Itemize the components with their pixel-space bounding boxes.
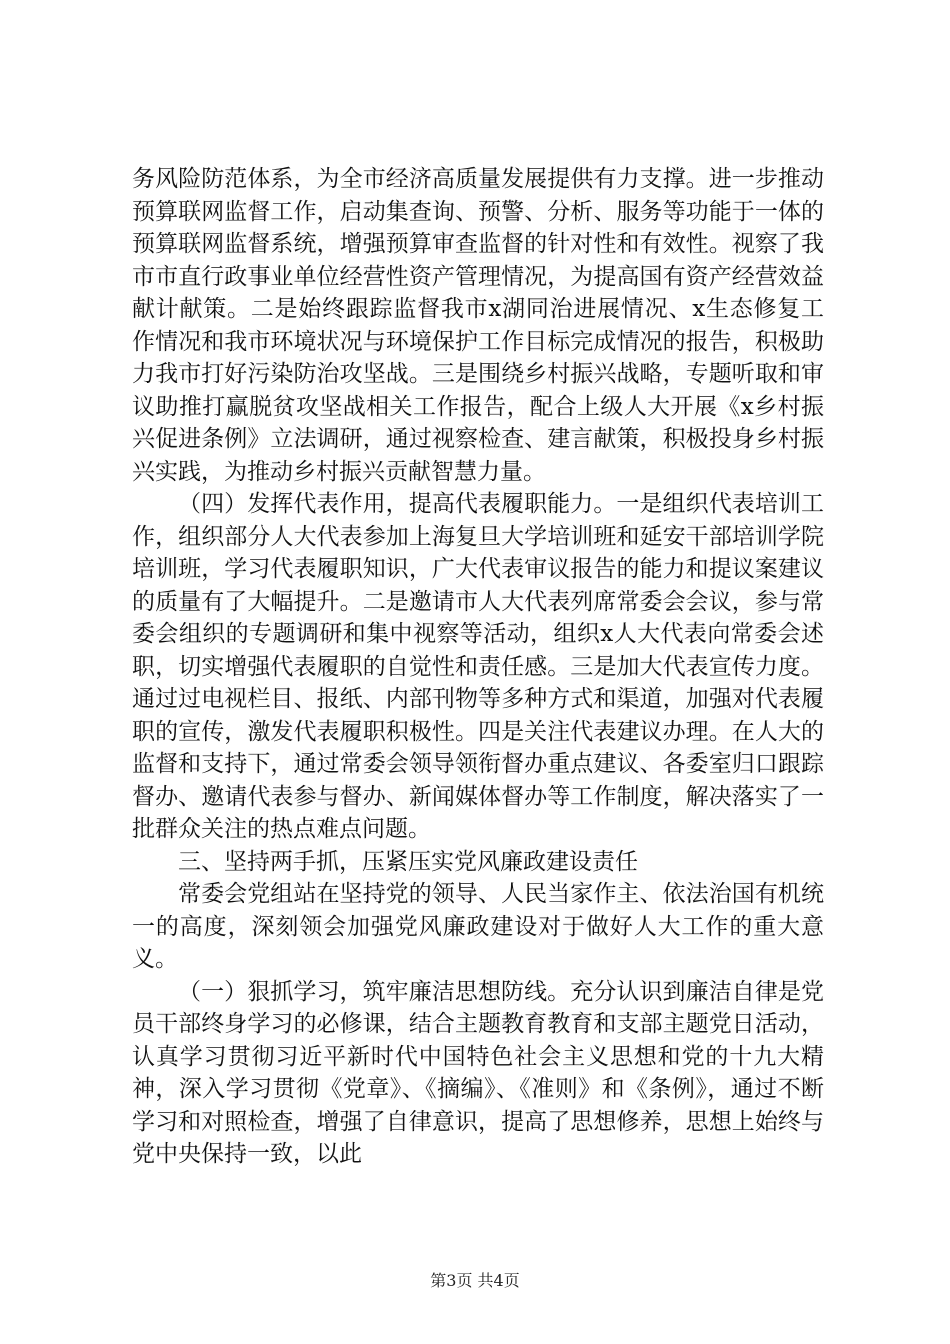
page-total: 共4页 bbox=[477, 1271, 520, 1290]
paragraph-2: （四）发挥代表作用，提高代表履职能力。一是组织代表培训工作，组织部分人大代表参加上海复旦大学培训班和延安干部培训学院培训班，学习代表履职知识，广大代表审议报告的能力和提议案建议的质量有了大幅提升。二是邀请市人大代表列席常委会会议，参与常委会组织的专题调研和集中视察等活动，组织x人大代表向常委会述职，切实增强代表履职的自觉性和责任感。三是加大代表宣传力度。通过过电视栏目、报纸、内部刊物等多种方式和渠道，加强对代表履职的宣传，激发代表履职积极性。四是关注代表建议办理。在人大的监督和支持下，通过常委会领导领衔督办重点建议、各委室归口跟踪督办、邀请代表参与督办、新闻媒体督办等工作制度，解决落实了一批群众关注的热点难点问题。 bbox=[132, 491, 824, 842]
section-heading: 三、坚持两手抓，压紧压实党风廉政建设责任 bbox=[178, 848, 638, 875]
paragraph-3: 常委会党组站在坚持党的领导、人民当家作主、依法治国有机统一的高度，深刻领会加强党风廉政建设对于做好人大工作的重大意义。 bbox=[132, 881, 824, 972]
page-number: 第3页 bbox=[430, 1271, 473, 1290]
paragraph-4: （一）狠抓学习，筑牢廉洁思想防线。充分认识到廉洁自律是党员干部终身学习的必修课，结合主题教育教育和支部主题党日活动，认真学习贯彻习近平新时代中国特色社会主义思想和党的十九大精神，深入学习贯彻《党章》、《摘编》、《准则》和《条例》，通过不断学习和对照检查，增强了自律意识，提高了思想修养，思想上始终与党中央保持一致，以此 bbox=[132, 978, 824, 1167]
page-footer bbox=[0, 1271, 950, 1291]
paragraph-1: 务风险防范体系，为全市经济高质量发展提供有力支撑。进一步推动预算联网监督工作，启动集查询、预警、分析、服务等功能于一体的预算联网监督系统，增强预算审查监督的针对性和有效性。视察了我市市直行政事业单位经营性资产管理情况，为提高国有资产经营效益献计献策。二是始终跟踪监督我市x湖同治进展情况、x生态修复工作情况和我市环境状况与环境保护工作目标完成情况的报告，积极助力我市打好污染防治攻坚战。三是围绕乡村振兴战略，专题听取和审议助推打赢脱贫攻坚战相关工作报告，配合上级人大开展《x乡村振兴促进条例》立法调研，通过视察检查、建言献策，积极投身乡村振兴实践，为推动乡村振兴贡献智慧力量。 bbox=[132, 166, 824, 485]
document-body bbox=[132, 163, 824, 1171]
